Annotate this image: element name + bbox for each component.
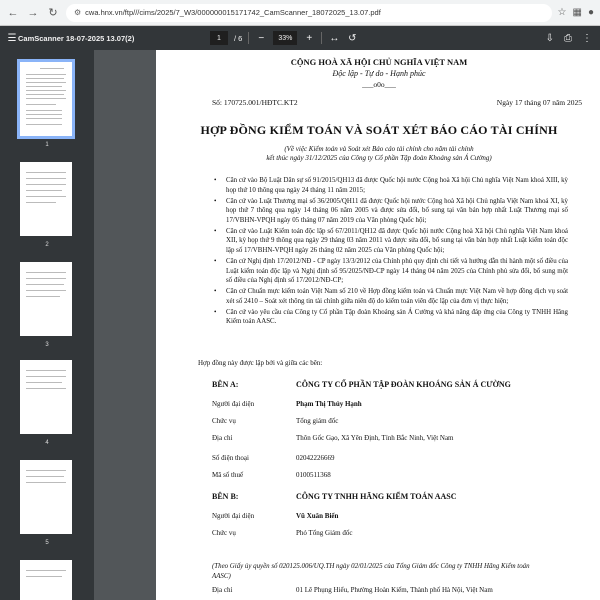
document-date: Ngày 17 tháng 07 năm 2025 <box>496 98 582 107</box>
party-a-representative: Người đại diện Phạm Thị Thúy Hạnh <box>212 400 362 408</box>
list-item: • Căn cứ Nghị định 17/2012/NĐ - CP ngày 13/3/2012 của Chính phủ quy định chi tiết và hướng dẫn thi hành một số điều của Luật kiểm toán độc lập và Nghị định số 95/2025/NĐ-CP ngày 14 tháng 04 năm 2025 của Chính phủ sửa đổi, bổ sung một số điều của Nghị định số 17/2012/NĐ-CP; <box>214 257 568 285</box>
more-options-icon[interactable]: ⋮ <box>582 32 592 44</box>
download-icon[interactable]: ⇩ <box>545 32 554 44</box>
contract-subtitle-line2: kết thúc ngày 31/12/2025 của Công ty Cổ phần Tập đoàn Khoáng sản Á Cường) <box>266 154 492 162</box>
document-number: Số: 170725.001/HĐTC.KT2 <box>212 98 298 107</box>
site-info-icon[interactable]: ⚙ <box>74 8 82 17</box>
party-a-tax-code: Mã số thuế 0100511368 <box>212 471 331 479</box>
legal-basis-list <box>212 176 568 328</box>
thumbnail-sidebar <box>0 50 94 600</box>
party-b-header: BÊN B: CÔNG TY TNHH HÃNG KIỂM TOÁN AASC <box>212 491 457 501</box>
extensions-icon[interactable]: ▦ <box>572 7 582 18</box>
reload-icon[interactable]: ↻ <box>48 7 58 19</box>
list-item: • Căn cứ vào Luật Kiểm toán độc lập số 67/2011/QH12 đã được Quốc hội nước Cộng hoà Xã hội Chủ nghĩa Việt Nam khoá XII, kỳ họp thứ 9 thông qua ngày 29 tháng 03 năm 2011 và được sửa đổi, bổ sung tại văn bản hợp nhất Luật kiểm toán độc lập số 17/VBHN-VPQH ngày 26 tháng 02 năm 2025 của Văn phòng Quốc hội; <box>214 227 568 254</box>
party-b-position: Chức vụ Phó Tổng Giám đốc <box>212 529 353 537</box>
fit-page-icon[interactable]: ↔ <box>329 32 340 44</box>
document-viewer[interactable] <box>94 50 600 600</box>
menu-icon[interactable]: ☰ <box>7 32 17 44</box>
party-b-representative: Người đại diện Vũ Xuân Biển <box>212 512 339 520</box>
forward-arrow-icon[interactable]: → <box>27 6 39 19</box>
thumbnail-label: 4 <box>45 440 49 446</box>
page-number-input[interactable]: 1 <box>210 31 228 45</box>
page-thumbnail-4[interactable] <box>20 360 72 434</box>
party-a-phone: Số điện thoại 02042226669 <box>212 454 335 462</box>
party-a-header: BÊN A: CÔNG TY CỔ PHẦN TẬP ĐOÀN KHOÁNG SẢN Á CƯỜNG <box>212 379 511 389</box>
print-icon[interactable]: ⎙ <box>564 32 572 44</box>
browser-address-bar <box>0 0 600 26</box>
toolbar-divider <box>248 32 249 44</box>
list-item: • Căn cứ vào yêu cầu của Công ty Cổ phần Tập đoàn Khoáng sản Á Cường và khả năng đáp ứng của Công ty TNHH Hãng Kiểm toán AASC. <box>214 308 568 326</box>
zoom-out-button[interactable]: − <box>258 32 265 44</box>
party-b-address: Địa chỉ 01 Lê Phụng Hiểu, Phường Hoàn Kiếm, Thành phố Hà Nội, Việt Nam <box>212 586 493 594</box>
bookmark-star-icon[interactable]: ☆ <box>557 7 567 18</box>
profile-icon[interactable]: ● <box>587 7 594 18</box>
list-item: • Căn cứ Chuẩn mực kiểm toán Việt Nam số 210 về Hợp đồng kiểm toán và Chuẩn mực Việt Nam về hợp đồng dịch vụ soát xét số 2410 – Soát xét thông tin tài chính giữa niên độ do kiểm toán viên độc lập của đơn vị thực hiện; <box>214 288 568 305</box>
url-text: cwa.hnx.vn/ftp///cims/2025/7_W3/000000015171742_CamScanner_18072025_13.07.pdf <box>85 8 381 17</box>
pdf-page <box>156 50 600 600</box>
page-thumbnail-6[interactable] <box>20 560 72 600</box>
contract-subtitle-line1: (Về việc Kiểm toán và Soát xét Báo cáo tài chính cho năm tài chính <box>284 145 474 153</box>
header-separator: ___o0o___ <box>362 80 396 89</box>
rotate-icon[interactable]: ↺ <box>348 32 357 44</box>
thumbnail-label: 2 <box>45 242 49 248</box>
pdf-toolbar <box>0 26 600 50</box>
parties-intro: Hợp đồng này được lập bởi và giữa các bên: <box>198 359 323 367</box>
thumbnail-label: 3 <box>45 342 49 348</box>
party-a-position: Chức vụ Tổng giám đốc <box>212 417 339 425</box>
page-thumbnail-2[interactable] <box>20 162 72 236</box>
url-field[interactable] <box>66 4 552 22</box>
page-thumbnail-5[interactable] <box>20 460 72 534</box>
document-title: CamScanner 18-07-2025 13.07(2) <box>18 33 135 43</box>
zoom-level-input[interactable]: 33% <box>273 31 297 45</box>
party-a-address: Địa chỉ Thôn Gốc Gạo, Xã Yên Định, Tỉnh Bắc Ninh, Việt Nam <box>212 434 454 442</box>
contract-title: HỢP ĐỒNG KIỂM TOÁN VÀ SOÁT XÉT BÁO CÁO TÀI CHÍNH <box>200 123 558 137</box>
thumbnail-label: 5 <box>45 540 49 546</box>
page-thumbnail-1[interactable] <box>20 62 72 136</box>
authorization-note: (Theo Giấy ủy quyền số 020125.006/UQ.TH ngày 02/01/2025 của Tổng Giám đốc Công ty TNHH Hãng Kiểm toán AASC) <box>212 563 530 580</box>
zoom-in-button[interactable]: + <box>306 32 313 44</box>
page-total: / 6 <box>234 33 243 43</box>
list-item: • Căn cứ vào Bộ Luật Dân sự số 91/2015/QH13 đã được Quốc hội nước Cộng hoà Xã hội Chủ nghĩa Việt Nam khoá XIII, kỳ họp thứ 10 thông qua ngày 24 tháng 11 năm 2015; <box>214 177 568 194</box>
header-country: CỘNG HOÀ XÃ HỘI CHỦ NGHĨA VIỆT NAM <box>290 57 468 67</box>
thumbnail-label: 1 <box>45 142 49 148</box>
list-item: • Căn cứ vào Luật Thương mại số 36/2005/QH11 đã được Quốc hội nước Cộng hoà Xã hội Chủ nghĩa Việt Nam khoá XI, kỳ họp thứ 7 thông qua ngày 14 tháng 06 năm 2005 và được sửa đổi, bổ sung tại văn bản hợp nhất Luật Thương mại số 17/VBHN-VPQH ngày 05 tháng 07 năm 2019 của Văn phòng Quốc hội; <box>214 197 568 224</box>
toolbar-divider <box>321 32 322 44</box>
header-motto: Độc lập - Tự do - Hạnh phúc <box>332 69 426 78</box>
back-arrow-icon[interactable]: ← <box>7 6 19 19</box>
page-thumbnail-3[interactable] <box>20 262 72 336</box>
